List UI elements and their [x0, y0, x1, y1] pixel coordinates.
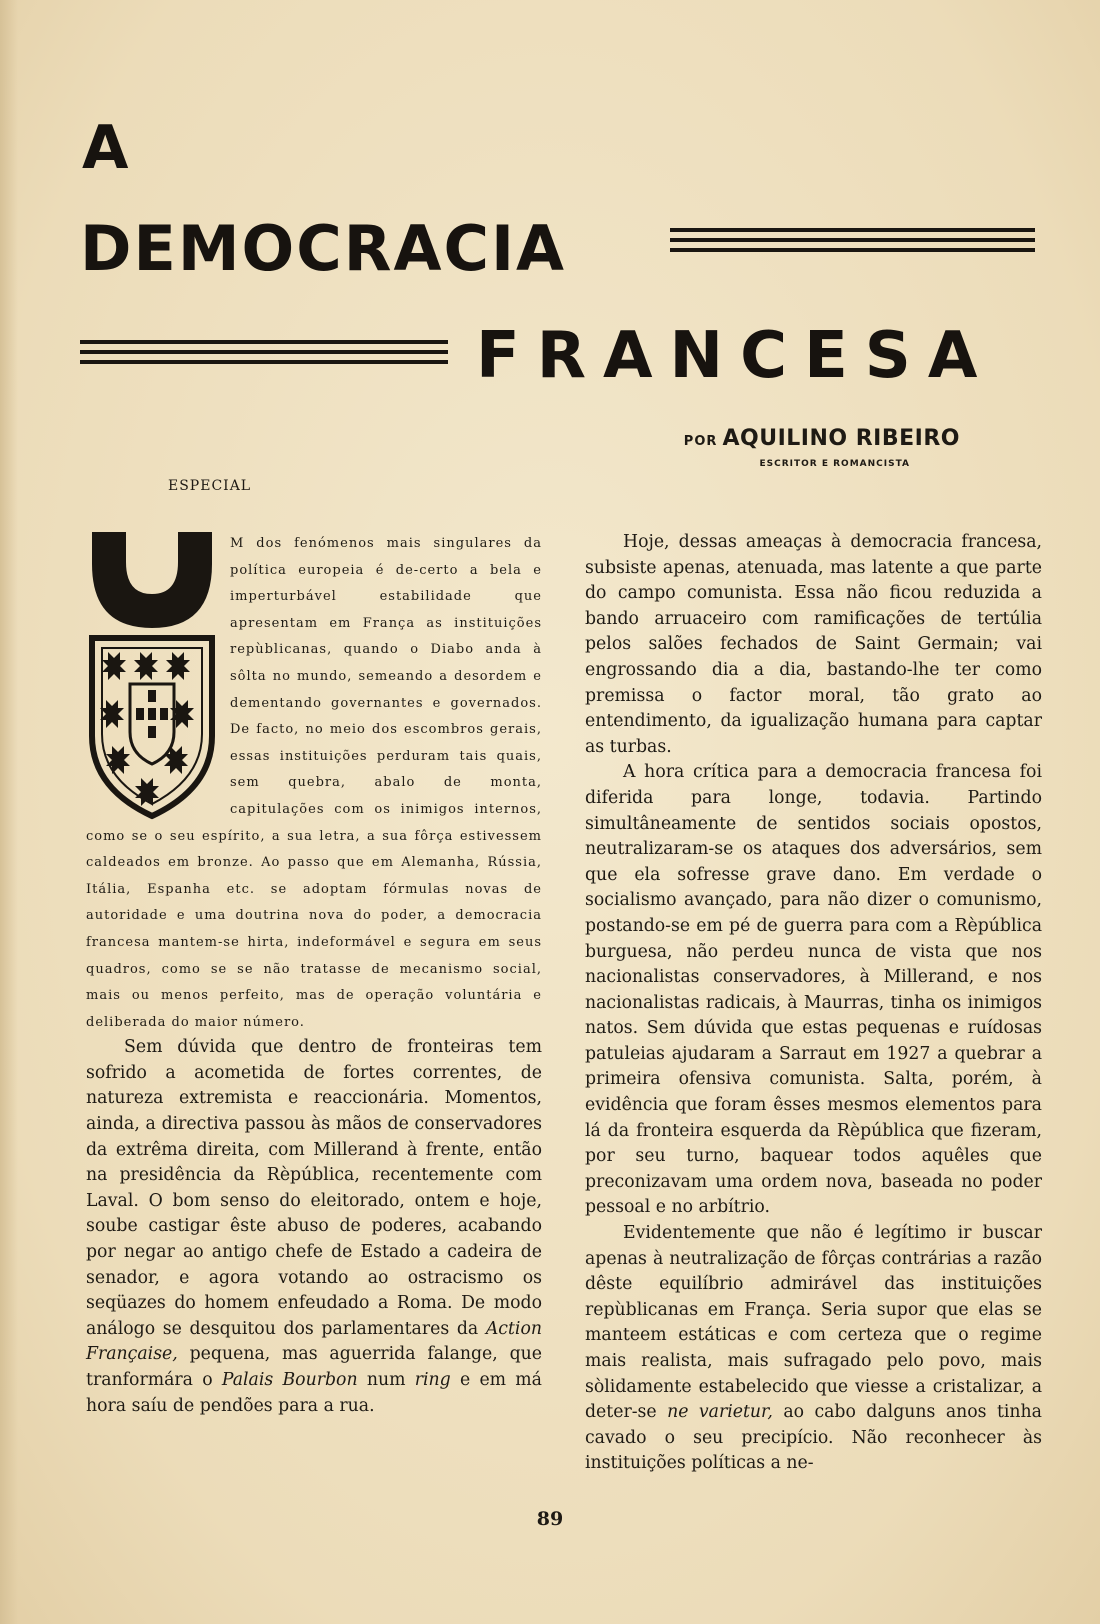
- byline-prefix: POR: [683, 434, 718, 449]
- left-para-2-em-c: ring: [414, 1370, 451, 1390]
- author-role: ESCRITOR E ROMANCISTA: [759, 459, 910, 469]
- left-para-2-text-b: pequena, mas aguerrida falange, que tranformára o: [86, 1344, 542, 1390]
- portuguese-shield-icon: [86, 532, 218, 820]
- left-para-1-text: M dos fenómenos mais singulares da política europeia é de-certo a bela e imperturbável estabilidade que apresentam em França as instituições repùblicanas, quando o Diabo anda à sôlta no mundo, semeando a desordem e dementando governantes e governados. De facto, no meio dos escombros gerais, essas instituições perduram tais quais, sem quebra, abalo de monta, capitulações com os inimigos internos, como se o seu espírito, a sua letra, a sua fôrça estivessem caldeados em bronze. Ao passo que em Alemanha, Rússia, Itália, Espanha etc. se adoptam fórmulas novas de autoridade e uma doutrina nova do poder, a democracia francesa mantem-se hirta, indeformável e segura em seus quadros, como se se não tratasse de mecanismo social, mais ou menos perfeito, mas de operação voluntária e deliberada do maior número.: [86, 536, 542, 1030]
- right-para-3: [585, 1221, 1042, 1477]
- left-para-2-text-d: e em má hora saíu de pendões para a rua.: [86, 1370, 542, 1416]
- right-column: [585, 530, 1042, 1477]
- left-para-2: [86, 1035, 542, 1419]
- title-line-2: DEMOCRACIA: [80, 212, 566, 285]
- right-para-3-text-a: Evidentemente que não é legítimo ir buscar apenas à neutralização de fôrças contrárias a razão dêste equilíbrio admirável das instituições repùblicanas em França. Seria supor que elas se manteem estáticas e com certeza que o regime mais realista, mais sufragado pelo povo, mais sòlidamente estabelecido que viesse a cristalizar, a deter-se: [585, 1223, 1042, 1423]
- left-para-2-text-a: Sem dúvida que dentro de fronteiras tem sofrido a acometida de fortes correntes, de natureza extremista e reaccionária. Momentos, ainda, a directiva passou às mãos de conservadores da extrêma direita, com Millerand à frente, então na presidência da Rèpública, recentemente com Laval. O bom senso do eleitorado, ontem e hoje, soube castigar êste abuso de poderes, acabando por negar ao antigo chefe de Estado a cadeira de senador, e agora votando ao ostracismo os seqüazes do homem enfeudado a Roma. De modo análogo se desquitou dos parlamentares da: [86, 1037, 542, 1339]
- left-para-2-text-c: num: [366, 1370, 406, 1390]
- title-line-1: A: [82, 113, 131, 183]
- author-name: AQUILINO RIBEIRO: [722, 426, 960, 451]
- left-column: [86, 530, 542, 1419]
- right-para-3-em: ne varietur,: [667, 1402, 773, 1423]
- byline: [684, 426, 960, 451]
- right-para-2: A hora crítica para a democracia francesa foi diferida para longe, todavia. Partindo simultâneamente de sentidos sociais opostos, neutralizaram-se os ataques dos adversários, sem que ela sofresse grave dano. Em verdade o socialismo avançado, para não dizer o comunismo, postando-se em pé de guerra para com a Rèpública burguesa, não perdeu nunca de vista que nos nacionalistas conservadores, à Millerand, e nos nacionalistas radicais, à Maurras, tinha os inimigos natos. Sem dúvida que estas pequenas e ruídosas patuleias ajudaram a Sarraut em 1927 a quebrar a primeira ofensiva comunista. Salta, porém, à evidência que foram êsses mesmos elementos para lá da fronteira esquerda da Rèpública que fizeram, por seu turno, baquear todos aquêles que preconizavam uma ordem nova, baseada no poder pessoal e no arbítrio.: [585, 762, 1042, 1218]
- left-para-2-em-a: Action Française,: [86, 1318, 542, 1365]
- left-para-2-em-b: Palais Bourbon: [221, 1370, 358, 1390]
- right-para-1: Hoje, dessas ameaças à democracia francesa, subsiste apenas, atenuada, mas latente a que parte do campo comunista. Essa não ficou reduzida a bando arruaceiro com ramificações de tertúlia pelos salões fechados de Saint Germain; vai engrossando dia a dia, bastando-lhe ter como premissa o factor moral, tão grato ao entendimento, da igualização humana para captar as turbas.: [585, 532, 1042, 757]
- decorative-rules-right: [670, 228, 1035, 258]
- section-label: ESPECIAL: [168, 478, 252, 494]
- decorative-rules-left: [80, 340, 448, 370]
- drop-cap: [86, 532, 218, 820]
- title-line-3: FRANCESA: [476, 319, 995, 393]
- right-para-3-text-b: ao cabo dalguns anos tinha cavado o seu precipício. Não reconhecer às instituições políticas a ne-: [585, 1402, 1042, 1474]
- page-number: 89: [536, 1508, 564, 1530]
